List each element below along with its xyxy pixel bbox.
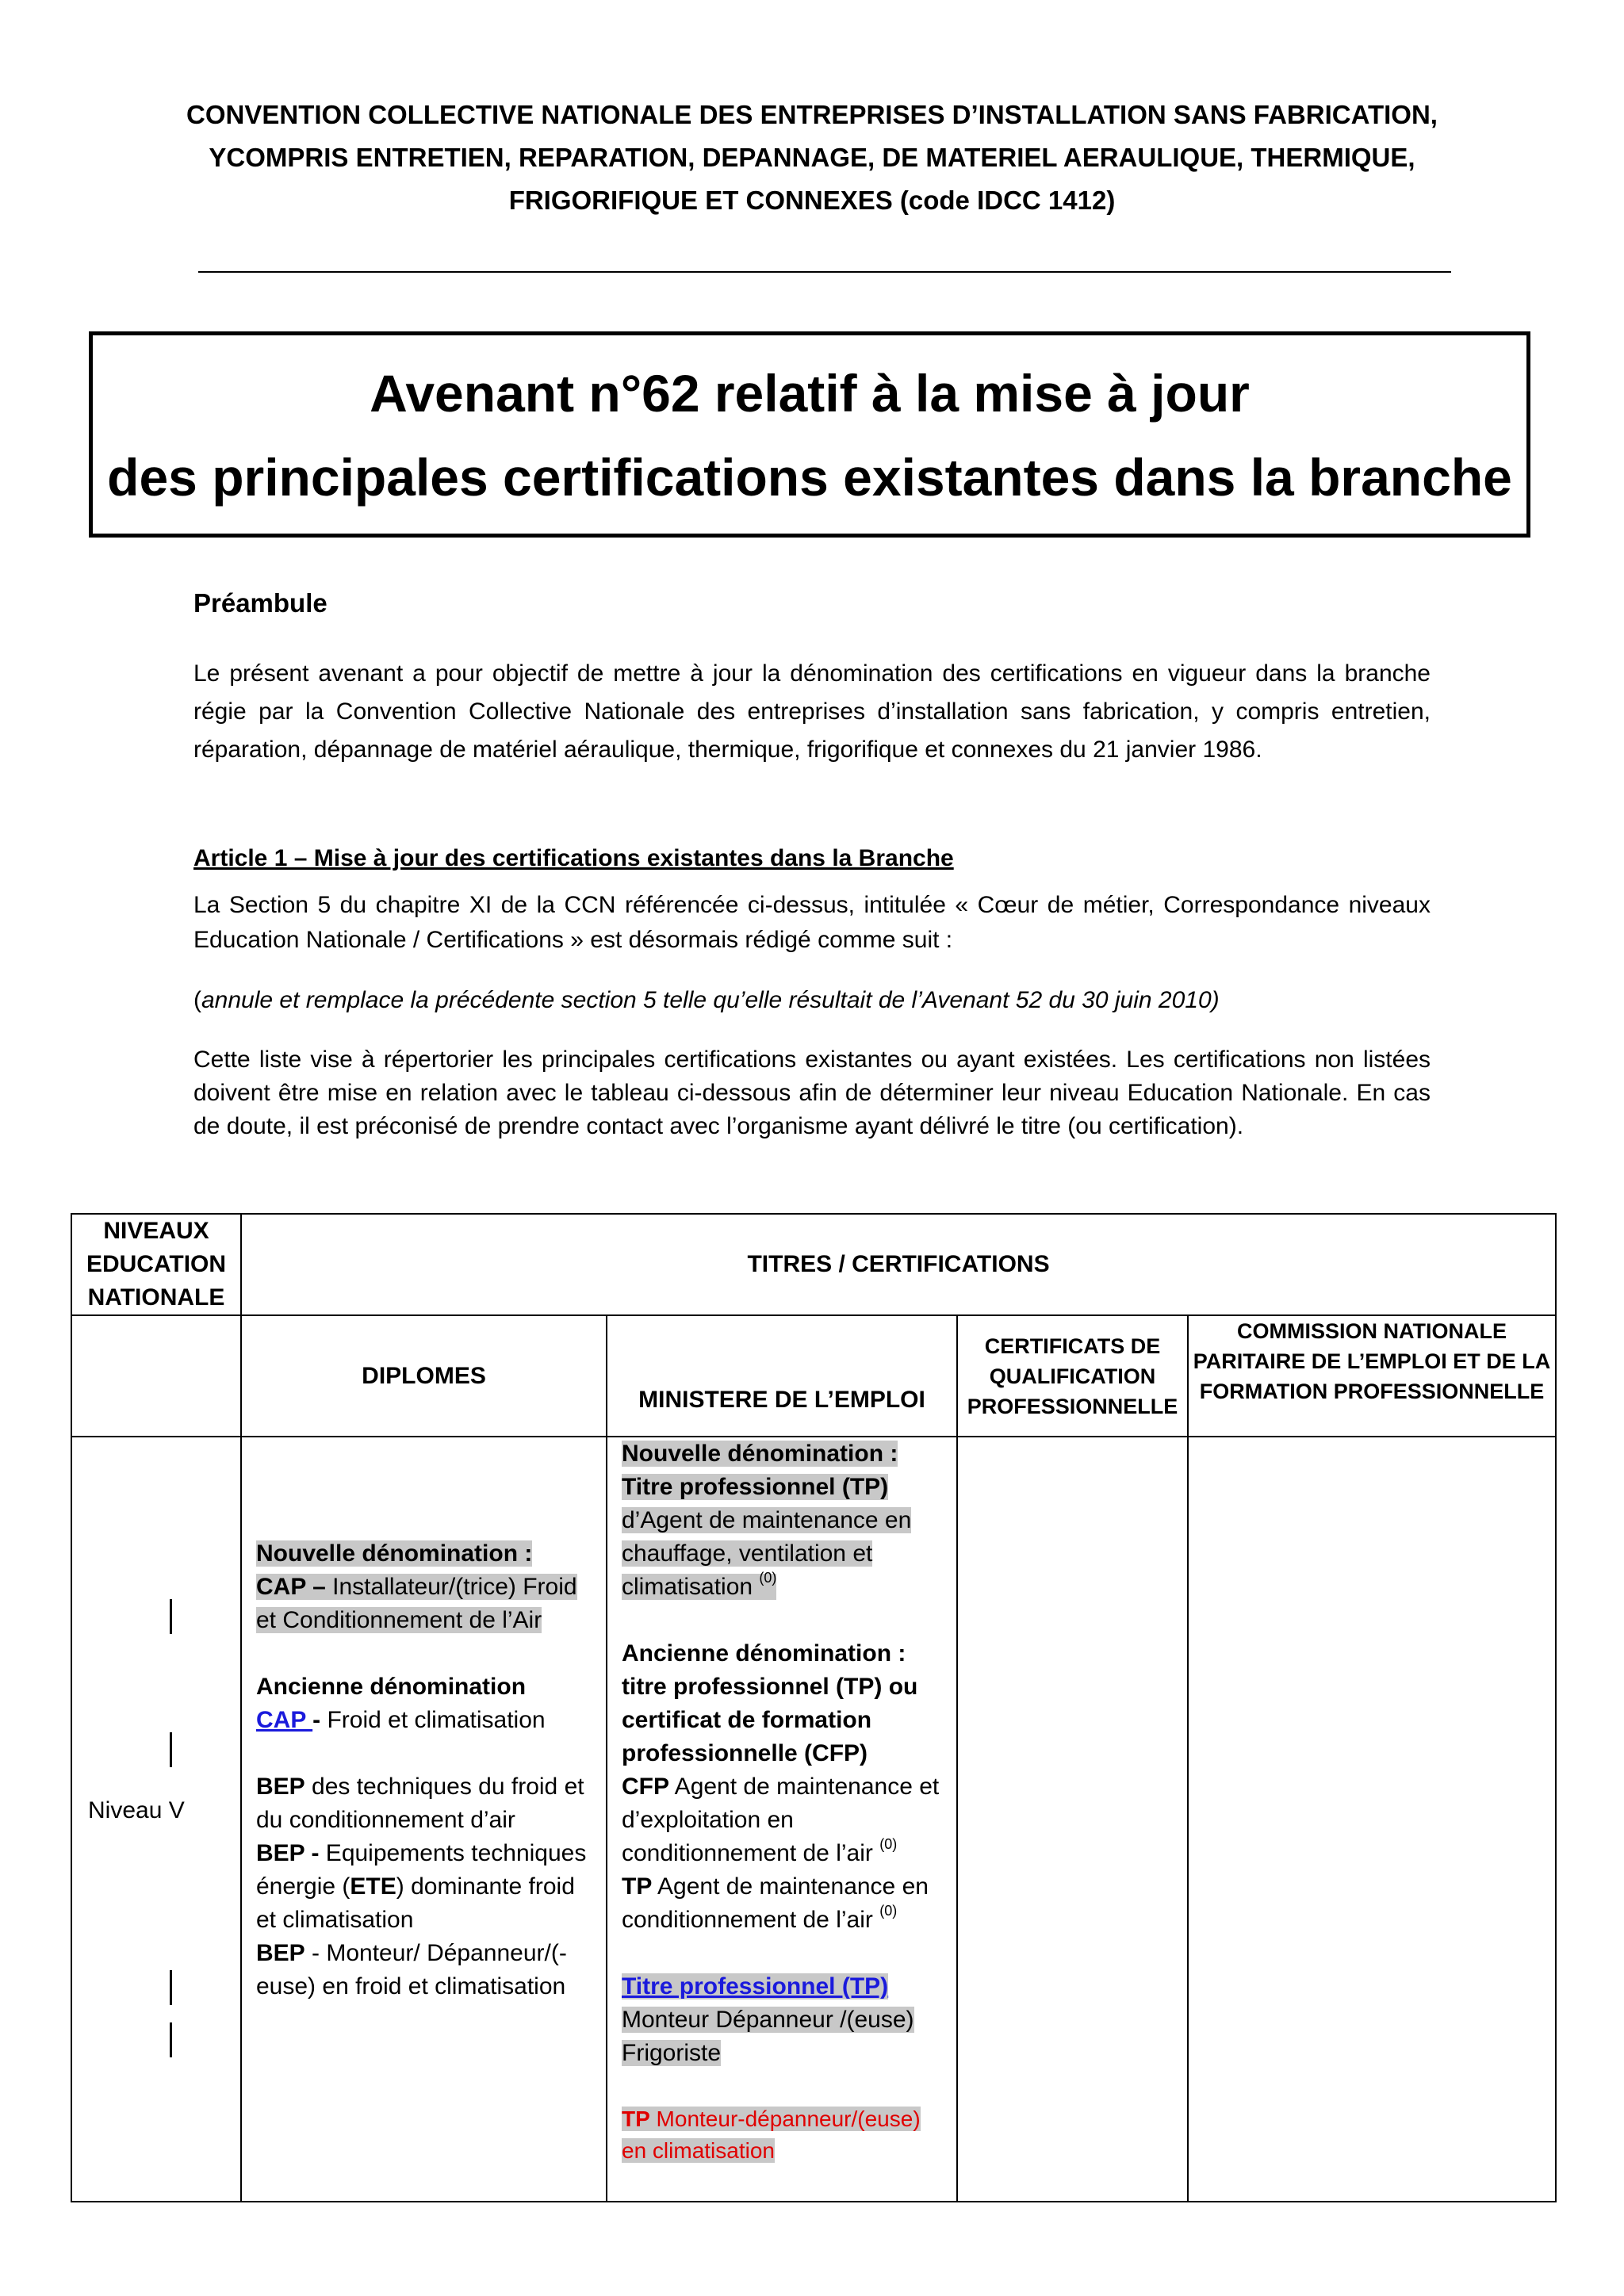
diplomes-new-block [256,1537,595,1637]
article1-title: Article 1 – Mise à jour des certifications existantes dans la Branche [193,845,954,871]
header-line-3: FRIGORIFIQUE ET CONNEXES (code IDCC 1412) [508,186,1116,215]
table-subheader-row [71,1315,1556,1437]
level-cell [71,1437,241,2202]
replacement-note: annule et remplace la précédente section 5 telle qu’elle résultait de l’Avenant 52 du 30 juin 2010) [201,987,1220,1013]
change-bar [170,2022,172,2057]
header-divider [198,271,1451,273]
tp4-item [622,2103,945,2167]
note-marker: (0) [879,1836,898,1852]
tp2-title: Agent de maintenance en conditionnement de l’air [622,1873,929,1933]
header-line-2: YCOMPRIS ENTRETIEN, REPARATION, DEPANNAGE, DE MATERIEL AERAULIQUE, THERMIQUE, [209,143,1415,172]
header-line-1: CONVENTION COLLECTIVE NATIONALE DES ENTREPRISES D’INSTALLATION SANS FABRICATION, [186,100,1438,129]
bep-item-2 [256,1837,595,1937]
ministere-new-block [622,1437,945,1604]
diplomes-header: DIPLOMES [241,1315,607,1437]
ministere-header: MINISTERE DE L’EMPLOI [607,1315,957,1437]
bep2-ete: ETE [350,1873,396,1900]
cfp-title: Agent de maintenance et d’exploitation en conditionnement de l’air [622,1774,940,1866]
bep-item-1 [256,1770,595,1837]
levels-header: NIVEAUX EDUCATION NATIONALE [71,1214,241,1315]
tp4-title: Monteur-dépanneur/(euse) en climatisation [622,2107,921,2163]
diplomes-old-label: Ancienne dénomination [256,1674,527,1700]
tp3-item [622,1970,945,2070]
title-box [89,331,1530,538]
titles-header: TITRES / CERTIFICATIONS [241,1214,1556,1315]
cap-new-code: CAP – [256,1574,326,1600]
preambule-text: Le présent avenant a pour objectif de mettre à jour la dénomination des certifications en vigueur dans la branche régie par la Convention Collective Nationale des entreprises d’installation sans fabrication, y compris entretien, réparation, dépannage de matériel aéraulique, thermique, frigorifique et connexes du 21 janvier 1986. [193,660,1431,763]
cap-new-title: Installateur/(trice) Froid et Conditionnement de l’Air [256,1574,577,1633]
tp3-title: Monteur Dépanneur /(euse) Frigoriste [622,2007,914,2066]
tp2-code: TP [622,1873,653,1900]
bep1-code: BEP [256,1774,305,1800]
tp4-code: TP [622,2107,650,2131]
paren-open: ( [193,987,201,1013]
article1-paragraph-2 [193,983,1431,1018]
note-marker: (0) [759,1570,777,1586]
preambule-heading: Préambule [193,588,327,618]
bep2-title-b: ) dominante froid et climatisation [256,1873,575,1933]
table-row [71,1437,1556,2202]
cnpefp-cell [1188,1437,1556,2202]
ministere-new-label: Nouvelle dénomination : [622,1441,898,1467]
tp2-item [622,1870,945,1937]
cfp-code: CFP [622,1774,669,1800]
bep-item-3 [256,1937,595,2003]
level-label: Niveau V [88,1797,185,1823]
note-marker: (0) [879,1903,898,1919]
bep2-title-a: Equipements techniques énergie ( [256,1840,587,1900]
bep1-title: des techniques du froid et du conditionnement d’air [256,1774,584,1833]
change-bar [170,1970,172,2005]
bep2-code: BEP - [256,1840,320,1866]
tp-label: Titre professionnel (TP) [622,1474,889,1500]
table-header-row [71,1214,1556,1315]
certifications-table [71,1213,1557,2202]
article1-paragraph-3: Cette liste vise à répertorier les principales certifications existantes ou ayant existées. Les certifications non listées doivent être mise en relation avec le tableau ci-dessous afin de déterminer leur niveau Education Nationale. En cas de doute, il est préconisé de prendre contact avec l’organisme ayant délivré le titre (ou certification). [193,1047,1431,1139]
title-line-2: des principales certifications existantes dans la branche [107,448,1512,507]
ministere-old-label: Ancienne dénomination : titre professionnel (TP) ou certificat de formation professionnelle (CFP) [622,1640,918,1766]
cap-old-separator: - [312,1707,321,1733]
diplomes-new-label: Nouvelle dénomination : [256,1540,533,1567]
article1-paragraph-1: La Section 5 du chapitre XI de la CCN référencée ci-dessus, intitulée « Cœur de métier, Correspondance niveaux Education Nationale / Certifications » est désormais rédigé comme suit : [193,892,1431,953]
cfp-item [622,1770,945,1870]
cap-old-link[interactable]: CAP [256,1707,313,1733]
bep3-title: - Monteur/ Dépanneur/(-euse) en froid et climatisation [256,1940,567,1999]
change-bar [170,1732,172,1767]
bep3-code: BEP [256,1940,305,1966]
tp3-link[interactable]: Titre professionnel (TP) [622,1973,889,1999]
empty-subheader-cell [71,1315,241,1437]
title-line-1: Avenant n°62 relatif à la mise à jour [370,364,1250,423]
change-bar [170,1599,172,1634]
cnpefp-header: COMMISSION NATIONALE PARITAIRE DE L’EMPLOI ET DE LA FORMATION PROFESSIONNELLE [1188,1315,1556,1437]
cqp-cell [957,1437,1188,2202]
cqp-header: CERTIFICATS DE QUALIFICATION PROFESSIONNELLE [957,1315,1188,1437]
cap-old-title: Froid et climatisation [320,1707,546,1733]
document-header [119,94,1505,222]
cap-old-item [256,1704,595,1737]
diplomes-cell [241,1437,607,2202]
ministere-cell [607,1437,957,2202]
tp-title: d’Agent de maintenance en chauffage, ventilation et climatisation [622,1507,912,1600]
